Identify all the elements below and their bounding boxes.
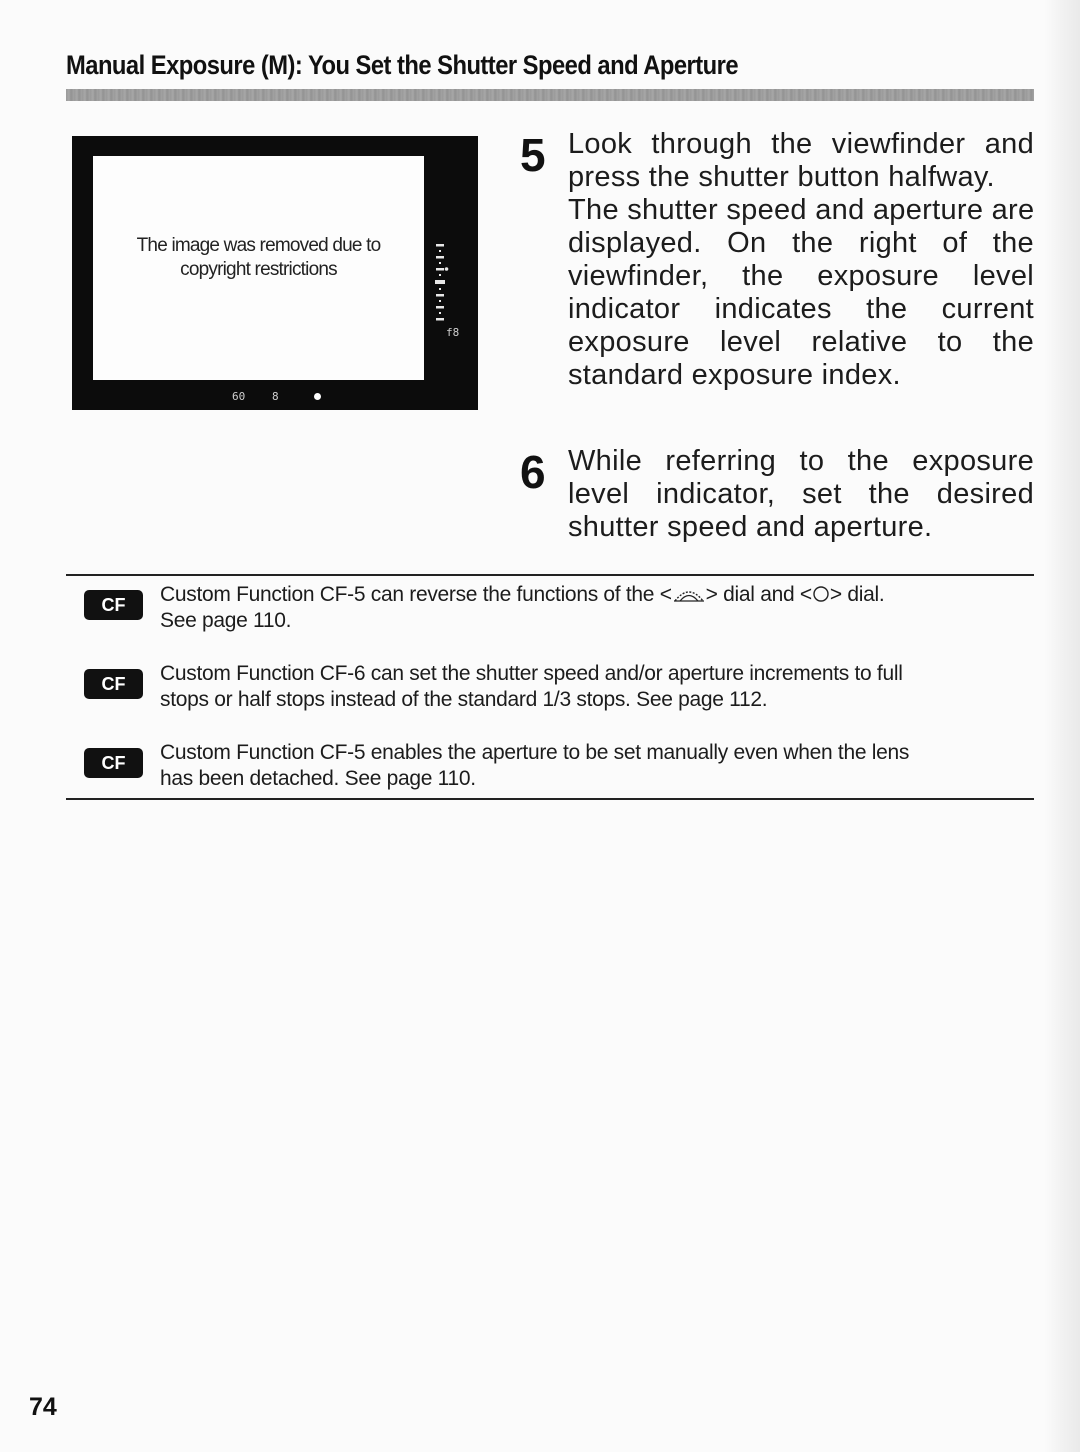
step-6-text bbox=[568, 445, 1034, 544]
cf-note-text bbox=[160, 661, 1030, 713]
page-title: Manual Exposure (M): You Set the Shutter Speed and Aperture bbox=[66, 50, 739, 80]
page-edge-shadow bbox=[1044, 0, 1080, 1452]
notes-bottom-rule bbox=[66, 798, 1034, 800]
note-text-line: Custom Function CF-6 can set the shutter speed and/or aperture increments to full bbox=[160, 662, 903, 685]
note-text-segment: Custom Function CF-5 can reverse the functions of the < bbox=[160, 583, 672, 606]
image-removed-line-2: copyright restrictions bbox=[180, 259, 337, 280]
step-text-line: shutter speed and aperture. bbox=[568, 511, 933, 543]
exposure-level-scale-icon bbox=[432, 244, 452, 336]
note-text-segment: > dial and < bbox=[705, 583, 812, 606]
image-removed-notice bbox=[137, 234, 381, 282]
cf-badge: CF bbox=[84, 748, 143, 778]
quick-control-dial-icon bbox=[812, 585, 830, 603]
note-text-segment: > dial. bbox=[829, 583, 885, 606]
note-text-line: stops or half stops instead of the standard 1/3 stops. See page 112. bbox=[160, 688, 768, 711]
step-text-line: displayed. On the right of the bbox=[568, 227, 1034, 259]
step-text-line: level indicator, set the desired bbox=[568, 478, 1034, 510]
note-text-line: See page 110. bbox=[160, 609, 292, 632]
cf-note-text bbox=[160, 582, 1030, 634]
step-text-line: exposure level relative to the bbox=[568, 326, 1034, 358]
step-text-line: viewfinder, the exposure level bbox=[568, 260, 1034, 292]
viewfinder-image-area bbox=[93, 156, 424, 380]
main-dial-icon bbox=[672, 585, 706, 603]
focus-confirmation-dot-icon bbox=[314, 393, 321, 400]
viewfinder-side-aperture: f8 bbox=[446, 326, 460, 339]
viewfinder-info-bar bbox=[232, 390, 332, 406]
step-text-line: Look through the viewfinder and bbox=[568, 128, 1034, 160]
viewfinder-shutter-speed: 60 bbox=[232, 390, 246, 403]
note-text-line: has been detached. See page 110. bbox=[160, 767, 476, 790]
step-5-text bbox=[568, 128, 1034, 392]
viewfinder-aperture-value: 8 bbox=[272, 390, 279, 403]
cf-badge: CF bbox=[84, 590, 143, 620]
step-text-line: The shutter speed and aperture are bbox=[568, 194, 1035, 226]
step-number: 5 bbox=[520, 129, 546, 181]
page-number: 74 bbox=[29, 1393, 57, 1421]
image-removed-line-1: The image was removed due to bbox=[136, 235, 381, 256]
step-text-line: press the shutter button halfway. bbox=[568, 161, 995, 193]
step-number: 6 bbox=[520, 446, 546, 498]
step-text-line: While referring to the exposure bbox=[568, 445, 1034, 477]
cf-note-text bbox=[160, 740, 1030, 792]
step-text-line: indicator indicates the current bbox=[568, 293, 1034, 325]
notes-top-rule bbox=[66, 574, 1034, 576]
cf-badge: CF bbox=[84, 669, 143, 699]
note-text-line: Custom Function CF-5 enables the aperture to be set manually even when the lens bbox=[160, 741, 910, 764]
viewfinder-figure bbox=[72, 136, 478, 410]
step-text-line: standard exposure index. bbox=[568, 359, 901, 391]
title-underline-bar bbox=[66, 89, 1034, 101]
